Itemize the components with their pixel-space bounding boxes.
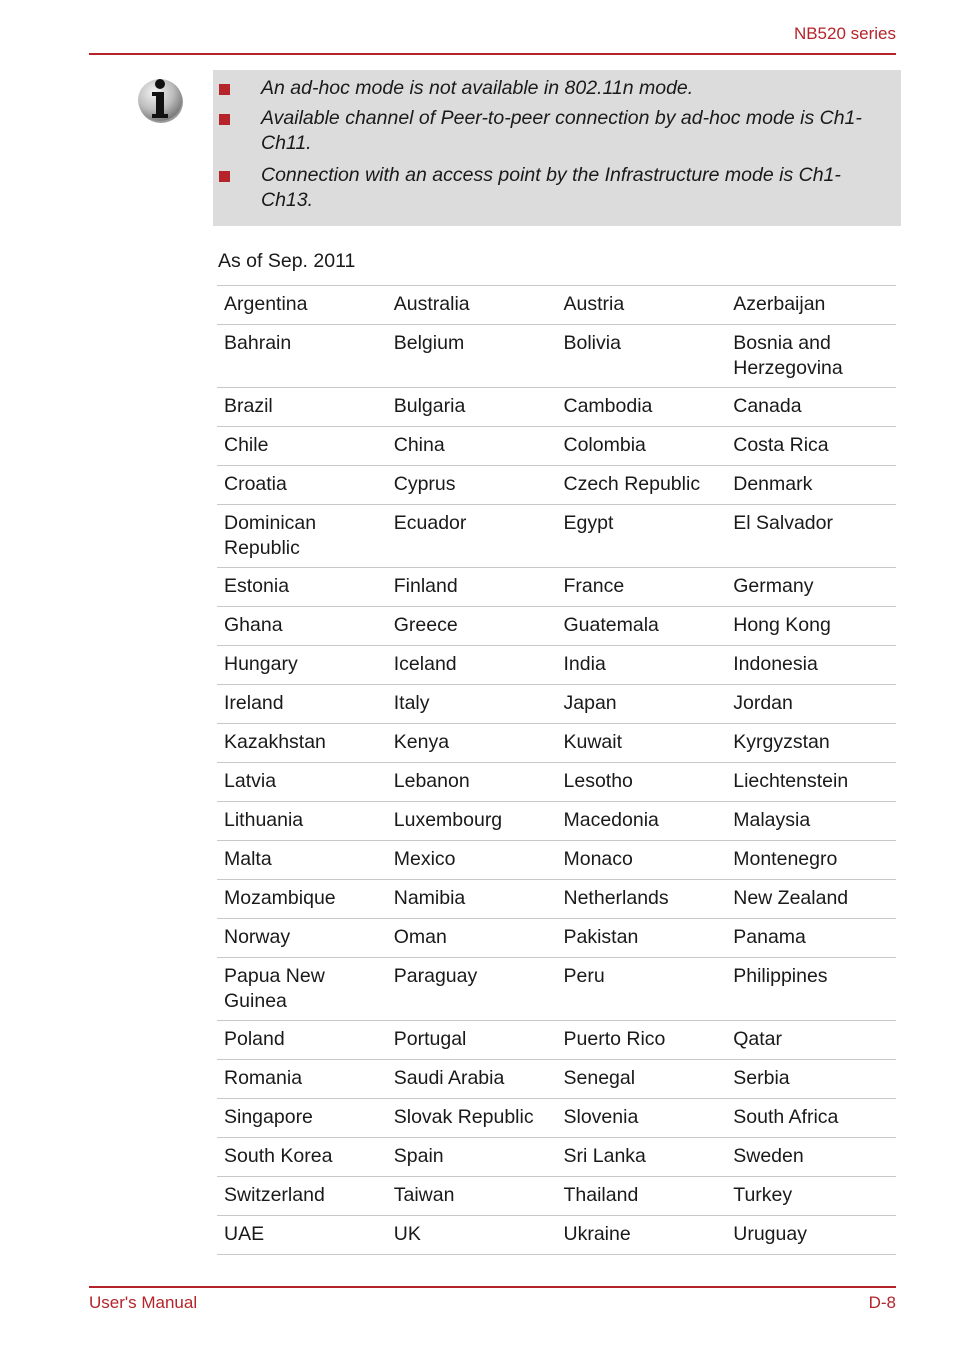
country-cell	[726, 646, 896, 685]
country-cell	[217, 958, 387, 1021]
country-cell	[726, 802, 896, 841]
country-cell	[217, 724, 387, 763]
country-name-line: Mozambique	[224, 887, 336, 909]
country-name-line: Jordan	[733, 692, 793, 714]
country-name-line: Croatia	[224, 473, 287, 495]
country-name-line: Qatar	[733, 1028, 783, 1050]
country-name-line: Romania	[224, 1067, 303, 1089]
country-cell	[557, 1021, 727, 1060]
country-name-line: Papua New	[224, 965, 325, 987]
country-table	[217, 285, 896, 1255]
country-name-line: Japan	[563, 692, 617, 714]
country-name-line: France	[563, 575, 625, 597]
country-cell	[217, 1021, 387, 1060]
footer-rule	[89, 1286, 896, 1288]
note-bullet	[219, 114, 230, 125]
country-cell	[217, 505, 387, 568]
country-name-line: Brazil	[224, 395, 273, 417]
country-cell	[557, 685, 727, 724]
table-row	[217, 1060, 896, 1099]
country-name-line: Ukraine	[563, 1223, 631, 1245]
country-name-line: Taiwan	[393, 1184, 455, 1206]
country-name-line: Paraguay	[393, 965, 478, 987]
country-name-line: Namibia	[393, 887, 466, 909]
country-cell	[726, 286, 896, 325]
country-cell	[557, 325, 727, 388]
country-name-line: Belgium	[393, 332, 465, 354]
country-cell	[557, 568, 727, 607]
country-name-line: Bahrain	[224, 332, 292, 354]
country-cell	[387, 1216, 557, 1255]
country-name-line: Austria	[563, 293, 625, 315]
country-cell	[387, 286, 557, 325]
country-cell	[387, 1177, 557, 1216]
country-name-line: Indonesia	[733, 653, 818, 675]
country-cell	[387, 724, 557, 763]
country-cell	[726, 1021, 896, 1060]
country-name-line: Norway	[224, 926, 291, 948]
country-name-line: Peru	[563, 965, 605, 987]
table-row	[217, 607, 896, 646]
table-row	[217, 1177, 896, 1216]
country-name-line: Estonia	[224, 575, 290, 597]
as-of-date: As of Sep. 2011	[218, 250, 356, 272]
country-cell	[217, 1216, 387, 1255]
country-cell	[557, 1060, 727, 1099]
country-cell	[557, 646, 727, 685]
country-name-line: Serbia	[733, 1067, 790, 1089]
country-name-line: Egypt	[563, 512, 614, 534]
country-cell	[387, 1060, 557, 1099]
country-name-line: Senegal	[563, 1067, 636, 1089]
country-name-line: El Salvador	[733, 512, 833, 534]
country-cell	[726, 1177, 896, 1216]
country-name-line: UK	[393, 1223, 421, 1245]
country-name-line: Cyprus	[393, 473, 456, 495]
country-name-line: Chile	[224, 434, 269, 456]
country-name-line: Canada	[733, 395, 802, 417]
country-name-line: Lesotho	[563, 770, 633, 792]
country-name-line: Bosnia and	[733, 332, 831, 354]
country-cell	[217, 1177, 387, 1216]
country-name-line: Poland	[224, 1028, 285, 1050]
table-row	[217, 505, 896, 568]
country-name-line: Lebanon	[393, 770, 470, 792]
country-name-line: Germany	[733, 575, 814, 597]
table-row	[217, 286, 896, 325]
country-name-line: Slovenia	[563, 1106, 639, 1128]
country-name-line: Pakistan	[563, 926, 639, 948]
country-cell	[557, 388, 727, 427]
country-name-line: Turkey	[733, 1184, 793, 1206]
country-cell	[217, 763, 387, 802]
country-name-line: South Korea	[224, 1145, 333, 1167]
footer-manual-title: User's Manual	[89, 1293, 198, 1312]
country-cell	[726, 919, 896, 958]
country-cell	[726, 958, 896, 1021]
country-cell	[726, 1060, 896, 1099]
country-cell	[217, 325, 387, 388]
table-row	[217, 325, 896, 388]
country-name-line: Kazakhstan	[224, 731, 326, 753]
country-name-line: Kenya	[393, 731, 450, 753]
header-rule	[89, 53, 896, 55]
country-name-line: Denmark	[733, 473, 813, 495]
country-cell	[557, 427, 727, 466]
table-row	[217, 763, 896, 802]
country-name-line: Cambodia	[563, 395, 653, 417]
country-cell	[387, 646, 557, 685]
table-row	[217, 880, 896, 919]
country-cell	[726, 841, 896, 880]
country-name-line: Luxembourg	[393, 809, 503, 831]
country-name-line: New Zealand	[733, 887, 849, 909]
country-name-line: Saudi Arabia	[393, 1067, 505, 1089]
country-cell	[217, 466, 387, 505]
country-name-line: Republic	[224, 536, 300, 559]
country-cell	[557, 802, 727, 841]
country-name-line: Monaco	[563, 848, 633, 870]
country-name-line: Thailand	[563, 1184, 639, 1206]
table-row	[217, 958, 896, 1021]
table-row	[217, 1138, 896, 1177]
country-cell	[726, 568, 896, 607]
country-name-line: Malta	[224, 848, 272, 870]
country-cell	[217, 1138, 387, 1177]
country-cell	[217, 919, 387, 958]
country-name-line: Guinea	[224, 989, 287, 1012]
country-cell	[387, 1138, 557, 1177]
running-header-title: NB520 series	[793, 24, 896, 43]
country-cell	[726, 880, 896, 919]
country-name-line: Mexico	[393, 848, 456, 870]
country-name-line: Argentina	[224, 293, 308, 315]
country-name-line: Uruguay	[733, 1223, 807, 1245]
table-row	[217, 466, 896, 505]
country-name-line: Latvia	[224, 770, 277, 792]
country-name-line: Spain	[393, 1145, 444, 1167]
country-name-line: Guatemala	[563, 614, 659, 636]
country-cell	[217, 607, 387, 646]
country-name-line: Dominican	[224, 512, 317, 534]
country-name-line: Kyrgyzstan	[733, 731, 830, 753]
country-cell	[726, 1138, 896, 1177]
country-cell	[387, 505, 557, 568]
country-name-line: Czech Republic	[563, 473, 701, 495]
country-cell	[217, 646, 387, 685]
country-cell	[387, 802, 557, 841]
country-cell	[387, 685, 557, 724]
table-row	[217, 724, 896, 763]
country-cell	[726, 325, 896, 388]
country-cell	[387, 958, 557, 1021]
country-cell	[387, 763, 557, 802]
note-box	[213, 70, 901, 226]
country-cell	[557, 919, 727, 958]
table-row	[217, 388, 896, 427]
country-cell	[726, 763, 896, 802]
country-name-line: Hong Kong	[733, 614, 831, 636]
table-row	[217, 802, 896, 841]
country-cell	[726, 1216, 896, 1255]
country-name-line: Bolivia	[563, 332, 621, 354]
country-name-line: Macedonia	[563, 809, 659, 831]
country-cell	[387, 880, 557, 919]
country-cell	[726, 427, 896, 466]
note-bullet	[219, 171, 230, 182]
note-text: Available channel of Peer-to-peer connection by ad-hoc mode is Ch1- Ch11.	[261, 107, 862, 154]
table-row	[217, 1021, 896, 1060]
country-cell	[557, 763, 727, 802]
country-cell	[726, 466, 896, 505]
country-name-line: Malaysia	[733, 809, 811, 831]
country-name-line: Netherlands	[563, 887, 669, 909]
country-name-line: Panama	[733, 926, 806, 948]
country-cell	[217, 427, 387, 466]
country-cell	[557, 286, 727, 325]
country-name-line: Australia	[393, 293, 470, 315]
country-cell	[387, 466, 557, 505]
country-cell	[557, 1177, 727, 1216]
country-cell	[726, 724, 896, 763]
country-cell	[217, 1099, 387, 1138]
table-row	[217, 646, 896, 685]
country-cell	[387, 1021, 557, 1060]
country-cell	[217, 388, 387, 427]
country-name-line: Ecuador	[393, 512, 467, 534]
info-icon	[136, 74, 186, 126]
country-cell	[557, 607, 727, 646]
country-cell	[387, 427, 557, 466]
country-name-line: China	[393, 434, 445, 456]
country-cell	[557, 466, 727, 505]
table-row	[217, 919, 896, 958]
country-cell	[217, 802, 387, 841]
country-cell	[726, 685, 896, 724]
country-cell	[217, 568, 387, 607]
country-name-line: Colombia	[563, 434, 646, 456]
country-cell	[217, 841, 387, 880]
table-row	[217, 1099, 896, 1138]
country-name-line: Bulgaria	[393, 395, 466, 417]
country-cell	[217, 880, 387, 919]
table-row	[217, 1216, 896, 1255]
country-name-line: Kuwait	[563, 731, 623, 753]
country-name-line: Italy	[393, 692, 430, 714]
table-row	[217, 568, 896, 607]
country-name-line: Herzegovina	[733, 356, 843, 379]
table-row	[217, 427, 896, 466]
country-cell	[217, 286, 387, 325]
country-name-line: Iceland	[393, 653, 457, 675]
country-cell	[557, 1099, 727, 1138]
country-name-line: Slovak Republic	[393, 1106, 534, 1128]
country-name-line: Finland	[393, 575, 458, 597]
country-name-line: Singapore	[224, 1106, 313, 1128]
country-name-line: Philippines	[733, 965, 828, 987]
country-cell	[726, 1099, 896, 1138]
country-name-line: Greece	[393, 614, 458, 636]
country-cell	[726, 505, 896, 568]
country-cell	[387, 1099, 557, 1138]
country-name-line: Liechtenstein	[733, 770, 849, 792]
note-text: An ad-hoc mode is not available in 802.11n mode.	[261, 77, 694, 99]
page-number: D-8	[868, 1293, 896, 1312]
country-name-line: Sri Lanka	[563, 1145, 646, 1167]
table-row	[217, 841, 896, 880]
country-cell	[217, 1060, 387, 1099]
country-cell	[557, 724, 727, 763]
country-cell	[557, 505, 727, 568]
country-name-line: Ghana	[224, 614, 283, 636]
note-text: Connection with an access point by the Infrastructure mode is Ch1- Ch13.	[261, 164, 841, 211]
country-cell	[217, 685, 387, 724]
country-cell	[557, 1216, 727, 1255]
country-cell	[387, 841, 557, 880]
country-name-line: UAE	[224, 1223, 265, 1245]
country-cell	[387, 568, 557, 607]
country-name-line: Montenegro	[733, 848, 838, 870]
country-cell	[557, 958, 727, 1021]
country-name-line: Puerto Rico	[563, 1028, 666, 1050]
country-cell	[726, 388, 896, 427]
country-name-line: Oman	[393, 926, 447, 948]
country-cell	[387, 388, 557, 427]
country-name-line: Switzerland	[224, 1184, 325, 1206]
country-name-line: India	[563, 653, 606, 675]
country-cell	[387, 919, 557, 958]
country-name-line: Costa Rica	[733, 434, 829, 456]
country-cell	[557, 841, 727, 880]
table-row	[217, 685, 896, 724]
country-name-line: Lithuania	[224, 809, 304, 831]
country-table-body	[217, 286, 896, 1255]
country-name-line: Hungary	[224, 653, 298, 675]
country-name-line: Azerbaijan	[733, 293, 826, 315]
note-bullet	[219, 84, 230, 95]
country-cell	[557, 1138, 727, 1177]
country-cell	[387, 607, 557, 646]
country-name-line: Portugal	[393, 1028, 467, 1050]
country-cell	[726, 607, 896, 646]
country-name-line: Sweden	[733, 1145, 804, 1167]
country-cell	[557, 880, 727, 919]
country-name-line: Ireland	[224, 692, 284, 714]
country-cell	[387, 325, 557, 388]
country-name-line: South Africa	[733, 1106, 839, 1128]
